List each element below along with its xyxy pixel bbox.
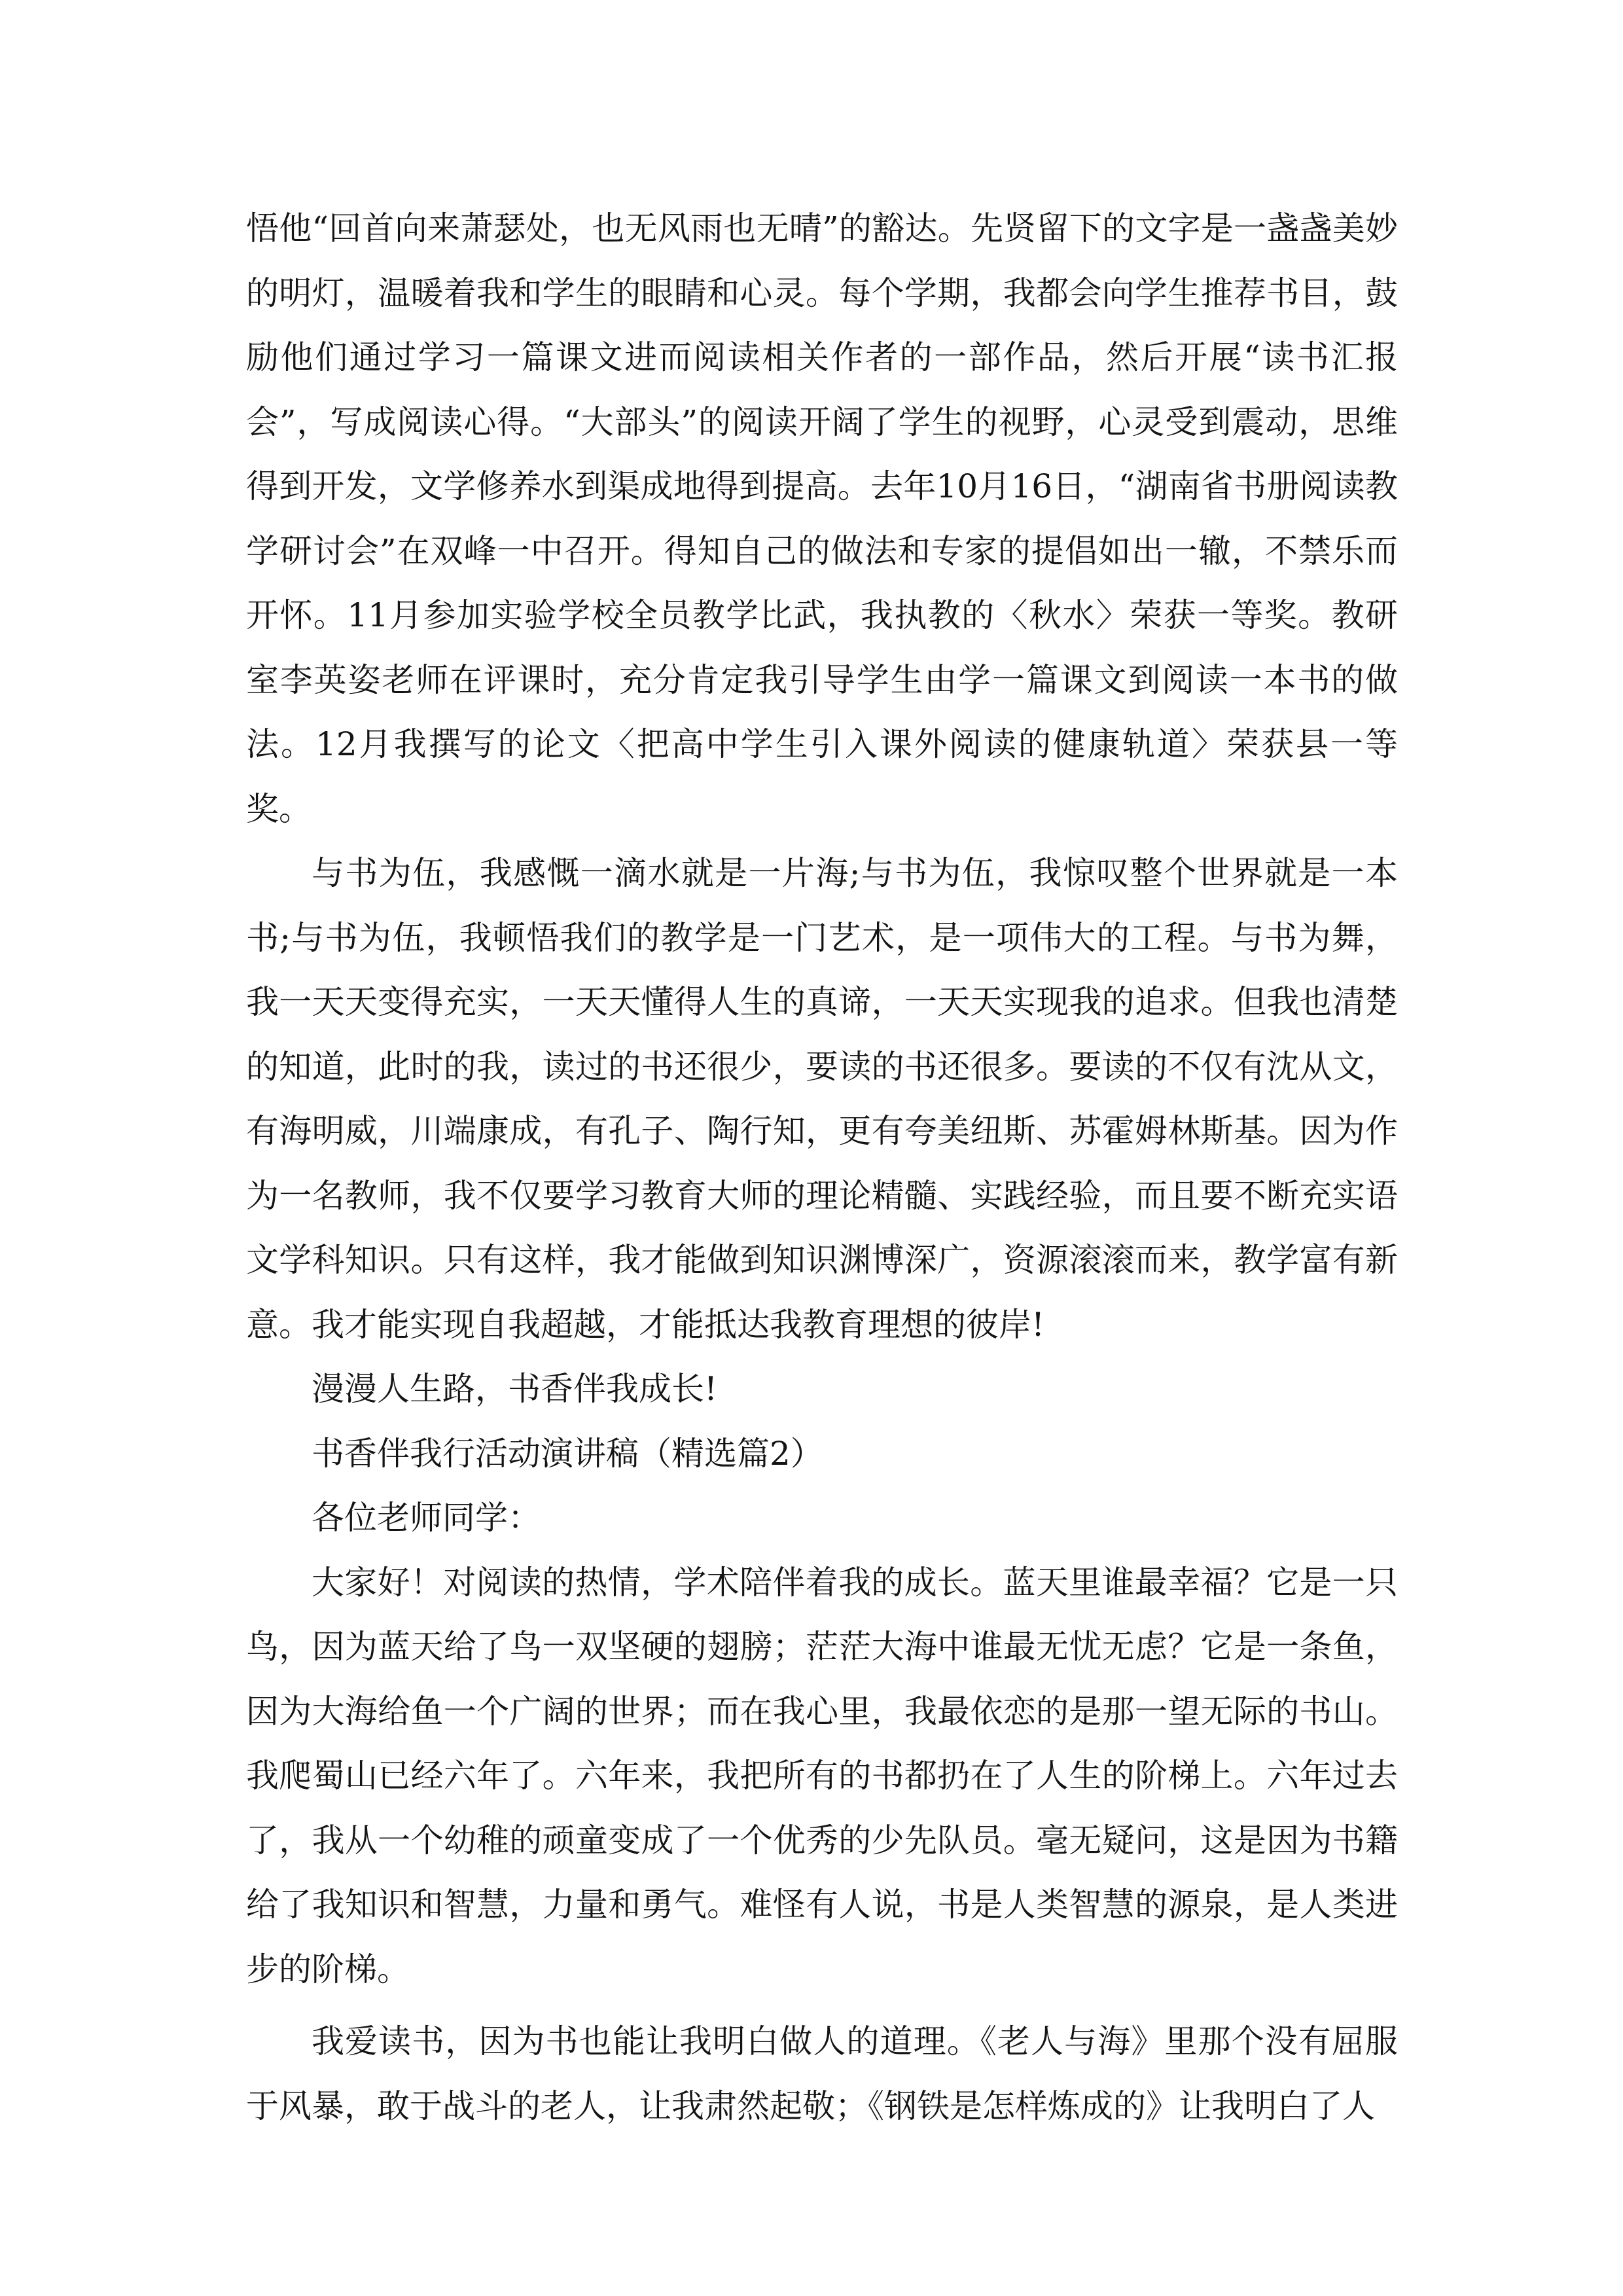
salutation: 各位老师同学： [312, 1499, 541, 1537]
paragraph-3: 大家好！对阅读的热情，学术陪伴着我的成长。蓝天里谁最幸福？它是一只鸟，因为蓝天给了鸟一双坚硬的翅膀；茫茫大海中谁最无忧无虑？它是一条鱼，因为大海给鱼一个广阔的世界；而在我心里，我最依恋的是那一望无际的书山。我爬蜀山已经六年了。六年来，我把所有的书都扔在了人生的阶梯上。六年过去了，我从一个幼稚的顽童变成了一个优秀的少先队员。毫无疑问，这是因为书籍给了我知识和智慧，力量和勇气。难怪有人说，书是人类智慧的源泉，是人类进步的阶梯。 [246, 1563, 1398, 1988]
document-page [246, 196, 1398, 2138]
paragraph-2: 与书为伍，我感慨一滴水就是一片海;与书为伍，我惊叹整个世界就是一本书;与书为伍，我顿悟我们的教学是一门艺术，是一项伟大的工程。与书为舞，我一天天变得充实，一天天懂得人生的真谛，一天天实现我的追求。但我也清楚的知道，此时的我，读过的书还很少，要读的书还很多。要读的不仅有沈从文，有海明威，川端康成，有孔子、陶行知，更有夸美纽斯、苏霍姆林斯基。因为作为一名教师，我不仅要学习教育大师的理论精髓、实践经验，而且要不断充实语文学科知识。只有这样，我才能做到知识渊博深广，资源滚滚而来，教学富有新意。我才能实现自我超越，才能抵达我教育理想的彼岸! [246, 854, 1398, 1344]
paragraph-1: 悟他“回首向来萧瑟处，也无风雨也无晴”的豁达。先贤留下的文字是一盏盏美妙的明灯，温暖着我和学生的眼睛和心灵。每个学期，我都会向学生推荐书目，鼓励他们通过学习一篇课文进而阅读相关作者的一部作品，然后开展“读书汇报会”，写成阅读心得。“大部头”的阅读开阔了学生的视野，心灵受到震动，思维得到开发，文学修养水到渠成地得到提高。去年10月16日，“湖南省书册阅读教学研讨会”在双峰一中召开。得知自己的做法和专家的提倡如出一辙，不禁乐而开怀。11月参加实验学校全员教学比武，我执教的〈秋水〉荣获一等奖。教研室李英姿老师在评课时，充分肯定我引导学生由学一篇课文到阅读一本书的做法。12月我撰写的论文〈把高中学生引入课外阅读的健康轨道〉荣获县一等奖。 [246, 209, 1398, 828]
paragraph-4: 我爱读书，因为书也能让我明白做人的道理。《老人与海》里那个没有屈服于风暴，敢于战斗的老人，让我肃然起敬；《钢铁是怎样炼成的》让我明白了人 [246, 2022, 1398, 2125]
section-heading: 书香伴我行活动演讲稿（精选篇2） [312, 1434, 823, 1473]
paragraph-closing-line: 漫漫人生路，书香伴我成长! [312, 1370, 718, 1408]
